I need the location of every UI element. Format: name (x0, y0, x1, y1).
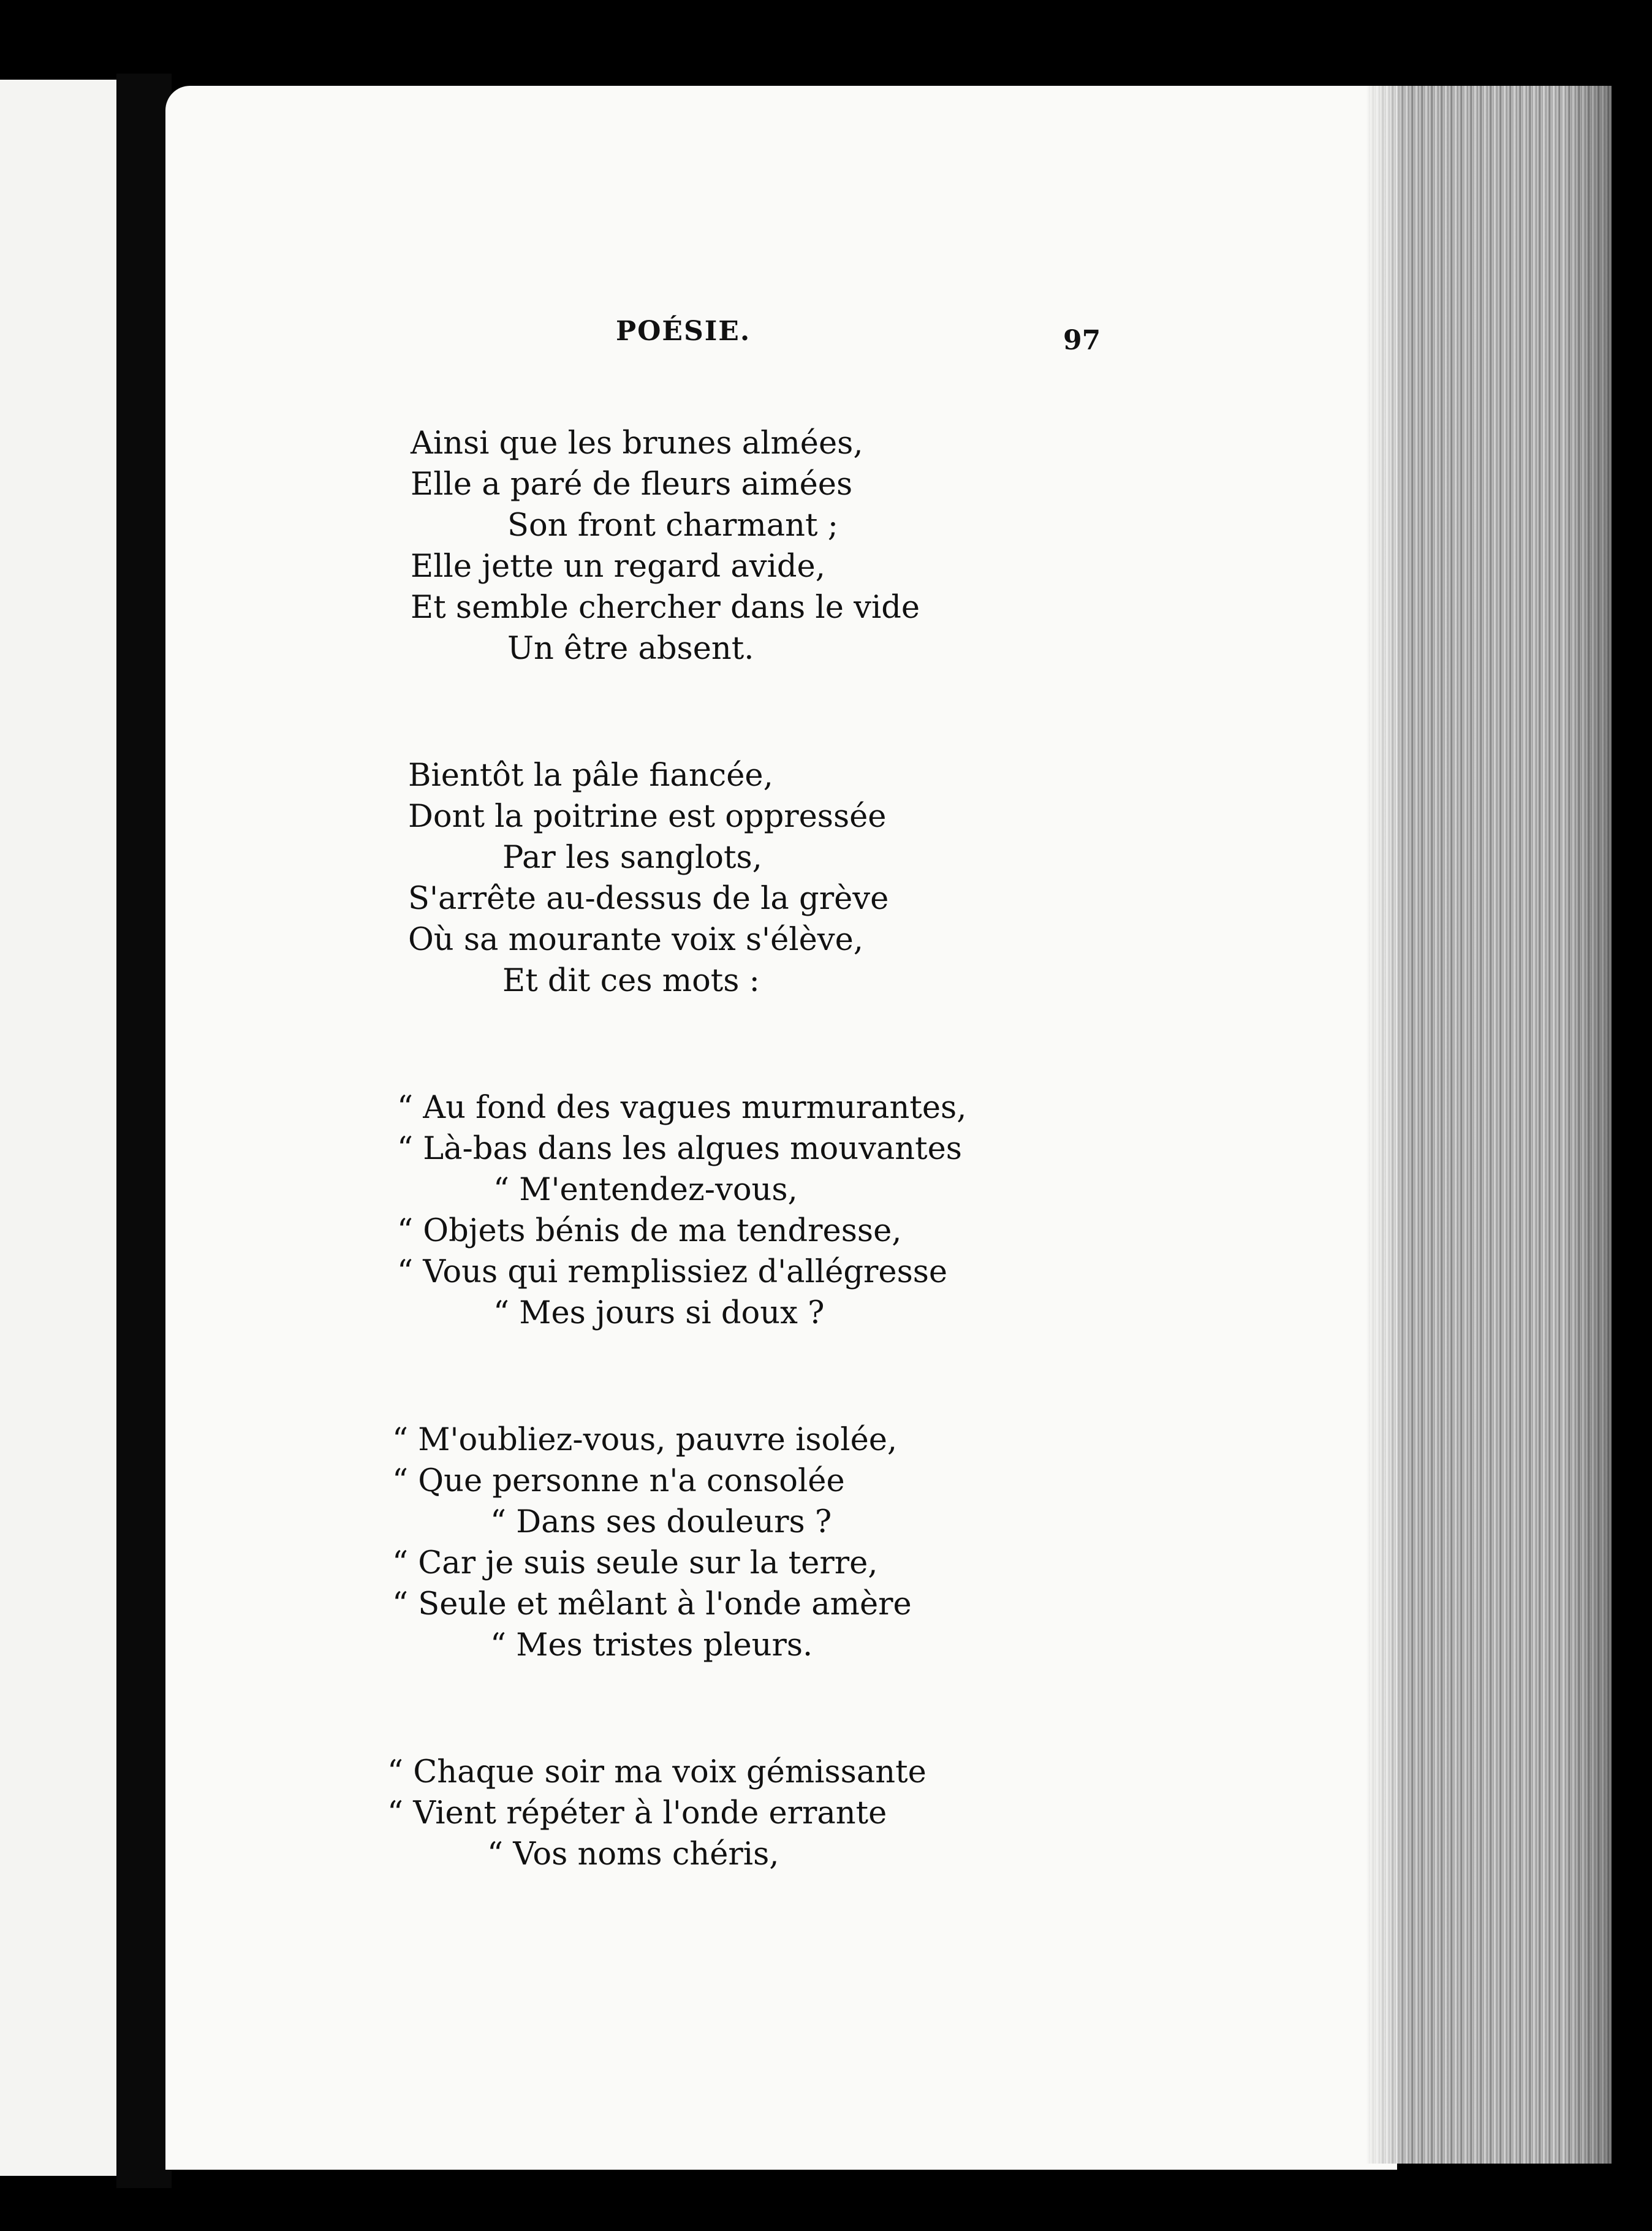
verse-line: Et semble chercher dans le vide (411, 590, 920, 626)
verse-line: Où sa mourante voix s'élève, (408, 922, 863, 958)
verse-line: “ Mes tristes pleurs. (490, 1627, 813, 1663)
verse-line: “ Car je suis seule sur la terre, (392, 1545, 878, 1581)
stanza-5 (0, 1752, 1348, 1875)
verse-line: “ Vos noms chéris, (487, 1836, 779, 1872)
verse-line: Par les sanglots, (502, 840, 762, 876)
stanza-4 (0, 1420, 1348, 1666)
stanza-3 (0, 1087, 1348, 1334)
poem-body (0, 423, 1348, 1961)
verse-line: Un être absent. (507, 631, 754, 667)
stanza-1 (0, 423, 1348, 669)
verse-line: “ Seule et mêlant à l'onde amère (392, 1586, 912, 1622)
page-fore-edge (1366, 86, 1612, 2164)
verse-line: Bientôt la pâle fiancée, (408, 758, 773, 794)
verse-line: “ Au fond des vagues murmurantes, (397, 1090, 967, 1126)
verse-line: “ Vient répéter à l'onde errante (387, 1795, 887, 1831)
verse-line: “ Dans ses douleurs ? (490, 1504, 832, 1540)
verse-line: “ M'entendez-vous, (493, 1172, 798, 1208)
verse-line: “ Objets bénis de ma tendresse, (397, 1213, 902, 1249)
verse-line: Elle a paré de fleurs aimées (411, 466, 853, 503)
verse-line: Et dit ces mots : (502, 963, 760, 999)
running-title: POÉSIE. (616, 316, 751, 347)
verse-line: S'arrête au-dessus de la grève (408, 881, 889, 917)
verse-line: “ Vous qui remplissiez d'allégresse (397, 1254, 948, 1290)
verse-line: “ M'oubliez-vous, pauvre isolée, (392, 1422, 898, 1458)
verse-line: “ Mes jours si doux ? (493, 1295, 825, 1331)
verse-line: Elle jette un regard avide, (411, 549, 825, 585)
verse-line: “ Chaque soir ma voix gémissante (387, 1754, 926, 1790)
verse-line: Ainsi que les brunes almées, (411, 425, 863, 462)
verse-line: “ Que personne n'a consolée (392, 1463, 845, 1499)
page-number: 97 (1063, 325, 1101, 356)
verse-line: Son front charmant ; (507, 507, 838, 544)
verse-line: “ Là-bas dans les algues mouvantes (397, 1131, 962, 1167)
verse-line: Dont la poitrine est oppressée (408, 799, 887, 835)
stanza-2 (0, 755, 1348, 1001)
